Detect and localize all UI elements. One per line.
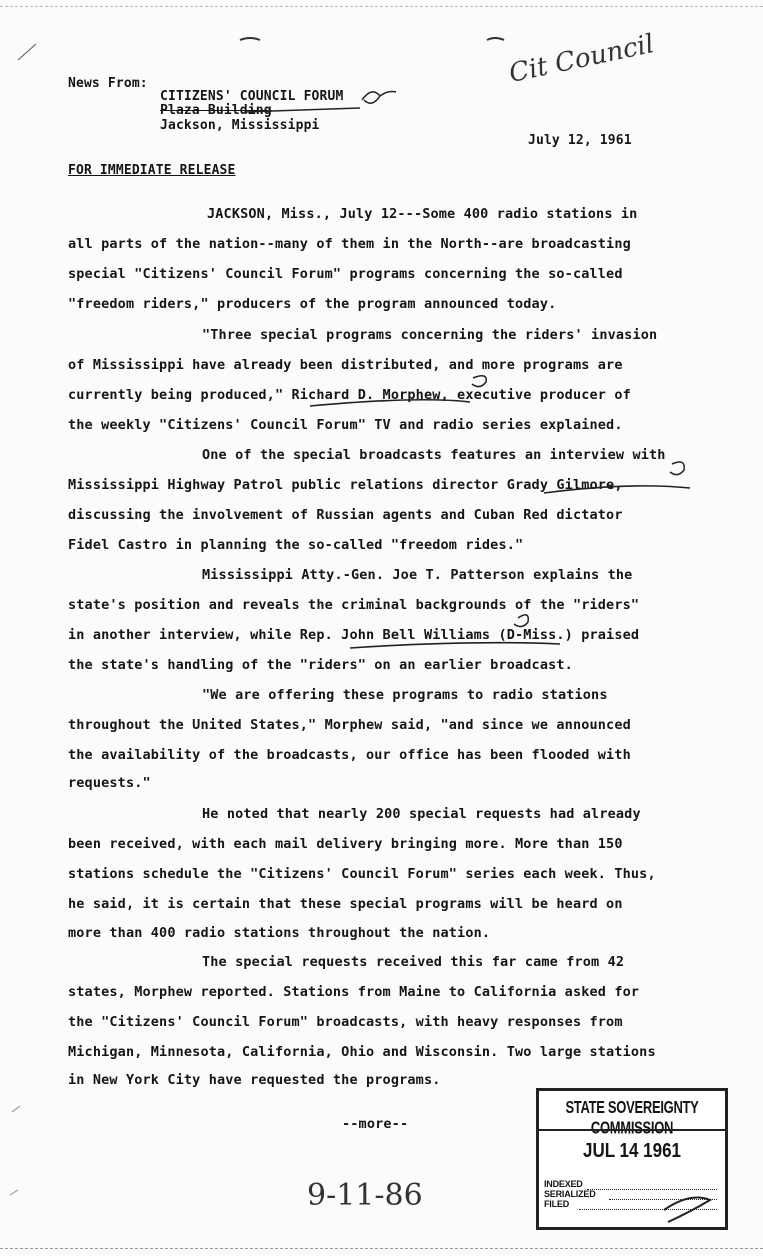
news-from-label: News From: xyxy=(68,76,148,91)
body-line: He noted that nearly 200 special requests had already xyxy=(202,806,641,822)
body-line: the "Citizens' Council Forum" broadcasts, with heavy responses from xyxy=(68,1014,623,1030)
stamp-filed-label: FILED xyxy=(544,1199,569,1209)
body-line: currently being produced," Richard D. Morphew, executive producer of xyxy=(68,387,631,403)
body-line: of Mississippi have already been distributed, and more programs are xyxy=(68,357,623,373)
body-line: JACKSON, Miss., July 12---Some 400 radio stations in xyxy=(207,206,638,222)
bottom-edge-divider xyxy=(0,1248,763,1249)
body-line: in New York City have requested the programs. xyxy=(68,1072,441,1088)
body-line: the weekly "Citizens' Council Forum" TV and radio series explained. xyxy=(68,417,623,433)
more-marker: --more-- xyxy=(342,1116,409,1132)
release-date: July 12, 1961 xyxy=(528,133,632,148)
body-line: "freedom riders," producers of the program announced today. xyxy=(68,296,557,312)
body-line: The special requests received this far came from 42 xyxy=(202,954,625,970)
body-line: Fidel Castro in planning the so-called "freedom rides." xyxy=(68,537,524,553)
stamp-filed-line xyxy=(579,1209,717,1210)
body-line: discussing the involvement of Russian agents and Cuban Red dictator xyxy=(68,507,623,523)
stamp-serialized-line xyxy=(609,1199,717,1200)
city-line: Jackson, Mississippi xyxy=(160,118,320,133)
body-line: Mississippi Atty.-Gen. Joe T. Patterson explains the xyxy=(202,567,633,583)
body-line: special "Citizens' Council Forum" programs concerning the so-called xyxy=(68,266,623,282)
stamp-indexed-line xyxy=(587,1189,717,1190)
body-line: more than 400 radio stations throughout the nation. xyxy=(68,925,491,941)
body-line: all parts of the nation--many of them in the North--are broadcasting xyxy=(68,236,631,252)
body-line: "Three special programs concerning the riders' invasion xyxy=(202,327,658,343)
body-line: been received, with each mail delivery bringing more. More than 150 xyxy=(68,836,623,852)
handwritten-file-number: 9-11-86 xyxy=(307,1178,423,1213)
commission-stamp xyxy=(536,1088,728,1230)
body-line: Michigan, Minnesota, California, Ohio and Wisconsin. Two large stations xyxy=(68,1044,656,1060)
body-line: the availability of the broadcasts, our office has been flooded with xyxy=(68,747,631,763)
stamp-title: STATE SOVEREIGNTY COMMISSION xyxy=(565,1097,699,1138)
body-line: the state's handling of the "riders" on an earlier broadcast. xyxy=(68,657,573,673)
body-line: requests." xyxy=(68,775,151,791)
body-line: "We are offering these programs to radio stations xyxy=(202,687,608,703)
handwritten-note: Cit Council xyxy=(506,29,657,89)
body-line: stations schedule the "Citizens' Council Forum" series each week. Thus, xyxy=(68,866,656,882)
body-line: throughout the United States," Morphew said, "and since we announced xyxy=(68,717,631,733)
stamp-serialized-label: SERIALIZED xyxy=(544,1189,596,1199)
body-line: he said, it is certain that these special programs will be heard on xyxy=(68,896,623,912)
release-note: FOR IMMEDIATE RELEASE xyxy=(68,163,236,178)
body-line: in another interview, while Rep. John Bell Williams (D-Miss.) praised xyxy=(68,627,640,643)
building-struck: Plaza Building xyxy=(160,103,272,118)
stamp-indexed-label: INDEXED xyxy=(544,1179,583,1189)
top-edge-divider xyxy=(0,6,763,7)
body-line: states, Morphew reported. Stations from Maine to California asked for xyxy=(68,984,640,1000)
body-line: Mississippi Highway Patrol public relations director Grady Gilmore, xyxy=(68,477,623,493)
body-line: One of the special broadcasts features an interview with xyxy=(202,447,666,463)
body-line: state's position and reveals the criminal backgrounds of the "riders" xyxy=(68,597,640,613)
stamp-divider xyxy=(539,1129,725,1131)
org-name: CITIZENS' COUNCIL FORUM xyxy=(160,89,344,104)
stamp-date: JUL 14 1961 xyxy=(583,1139,681,1162)
